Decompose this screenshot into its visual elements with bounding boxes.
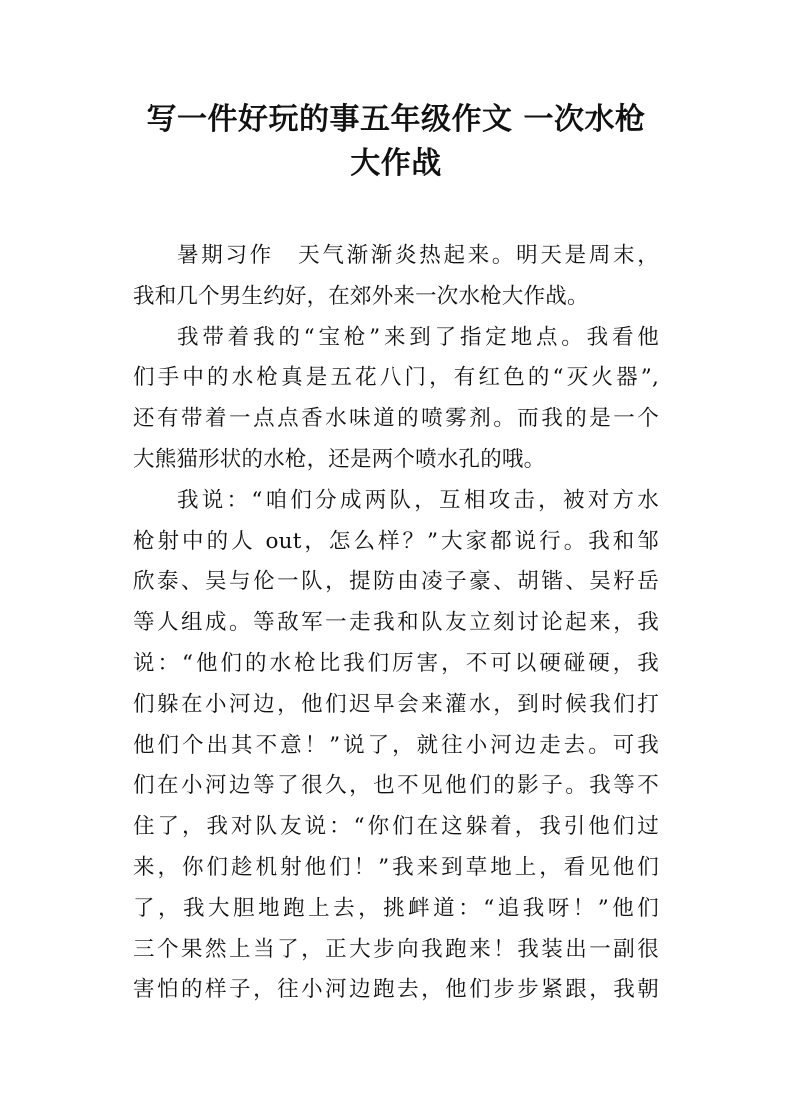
text-line: 们手中的水枪真是五花八门，有红色的“灭火器”, <box>133 365 659 391</box>
text-line: 住了，我对队友说：“你们在这躲着，我引他们过 <box>133 814 659 840</box>
text-line: 了，我大胆地跑上去，挑衅道：“追我呀！”他们 <box>133 895 659 921</box>
title-line-1: 写一件好玩的事五年级作文 一次水枪 <box>146 102 646 137</box>
text-line: 我和几个男生约好，在郊外来一次水枪大作战。 <box>133 283 589 309</box>
text-line: 们在小河边等了很久，也不见他们的影子。我等不 <box>133 773 659 799</box>
text-line: 他们个出其不意！”说了，就往小河边走去。可我 <box>133 732 659 758</box>
title-line-2: 大作战 <box>350 146 442 181</box>
text-line: 大熊猫形状的水枪，还是两个喷水孔的哦。 <box>133 446 546 472</box>
text-line: 说：“他们的水枪比我们厉害，不可以硬碰硬，我 <box>133 650 659 676</box>
text-line: 暑期习作 天气渐渐炎热起来。明天是周末， <box>177 243 659 268</box>
text-line: 三个果然上当了，正大步向我跑来！我装出一副很 <box>133 936 659 962</box>
text-line: 欣泰、吴与伦一队，提防由凌子豪、胡锴、吴籽岳 <box>133 569 659 595</box>
text-line: 害怕的样子，往小河边跑去，他们步步紧跟，我朝 <box>133 977 659 1003</box>
article-body <box>133 236 659 1011</box>
text-line: 来，你们趁机射他们！”我来到草地上，看见他们 <box>133 854 659 880</box>
text-line: 我说：“咱们分成两队，互相攻击，被对方水 <box>177 487 659 513</box>
text-line: 等人组成。等敌军一走我和队友立刻讨论起来，我 <box>133 610 659 636</box>
document-title <box>120 98 672 186</box>
text-line: 枪射中的人 out，怎么样？”大家都说行。我和邹 <box>133 528 659 554</box>
text-line: 还有带着一点点香水味道的喷雾剂。而我的是一个 <box>133 406 659 432</box>
text-line: 我带着我的“宝枪”来到了指定地点。我看他 <box>177 324 659 350</box>
text-line: 们躲在小河边，他们迟早会来灌水，到时候我们打 <box>133 691 659 717</box>
